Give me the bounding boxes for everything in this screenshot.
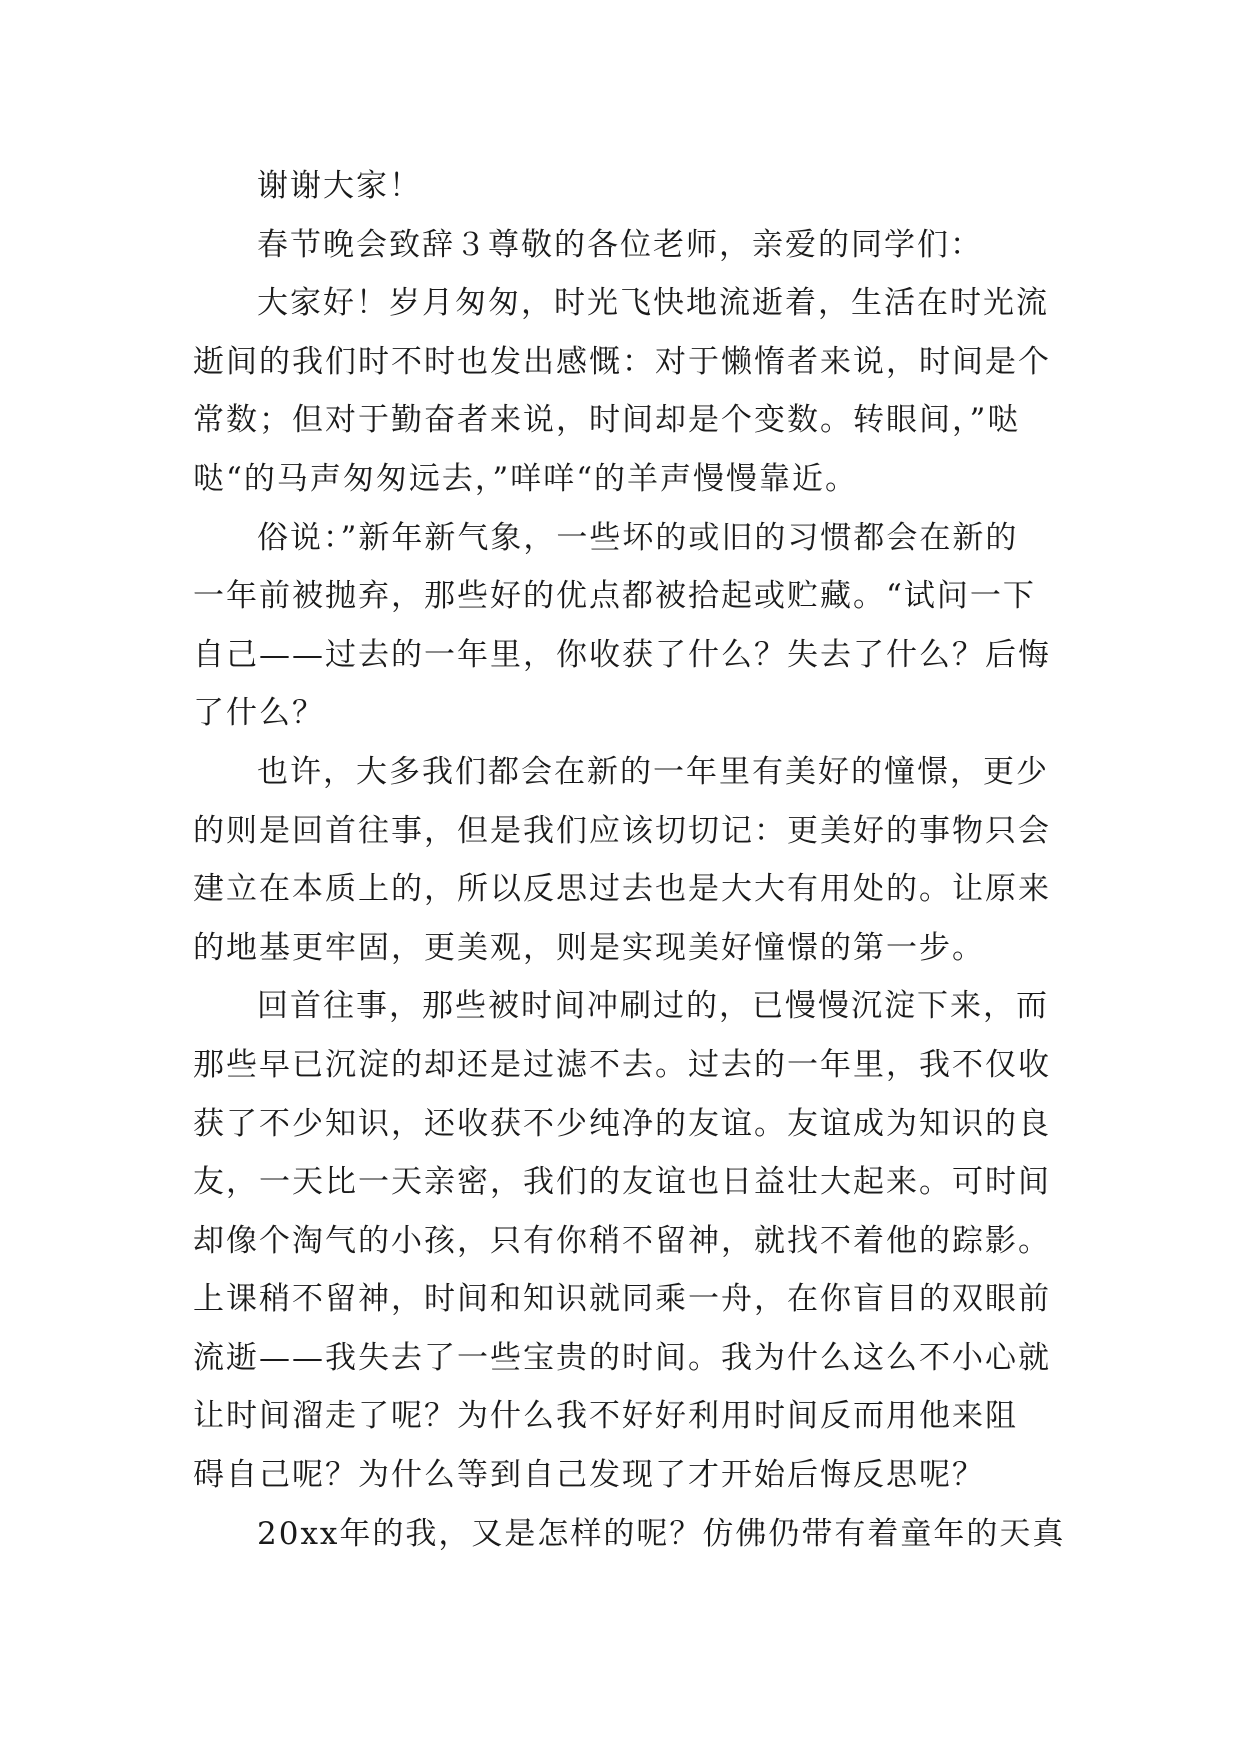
text-line: 也许，大多我们都会在新的一年里有美好的憧憬，更少: [257, 753, 1049, 790]
text-line: 友，一天比一天亲密，我们的友谊也日益壮大起来。可时间: [193, 1164, 1051, 1201]
text-line: 上课稍不留神，时间和知识就同乘一舟，在你盲目的双眼前: [193, 1281, 1051, 1318]
text-line: 却像个淘气的小孩，只有你稍不留神，就找不着他的踪影。: [193, 1222, 1051, 1259]
text-line: 哒“的马声匆匆远去，”咩咩“的羊声慢慢靠近。: [193, 460, 859, 497]
text-line: 那些早已沉淀的却还是过滤不去。过去的一年里，我不仅收: [193, 1046, 1051, 1083]
text-line: 获了不少知识，还收获不少纯净的友谊。友谊成为知识的良: [193, 1105, 1051, 1142]
text-line: 谢谢大家！: [257, 168, 422, 204]
text-line: 自己——过去的一年里，你收获了什么？失去了什么？后悔: [193, 636, 1051, 673]
text-line: 的则是回首往事，但是我们应该切切记：更美好的事物只会: [193, 812, 1051, 849]
text-line: 碍自己呢？为什么等到自己发现了才开始后悔反思呢？: [193, 1457, 985, 1494]
text-line: 常数；但对于勤奋者来说，时间却是个变数。转眼间，”哒: [193, 402, 1021, 439]
text-line: 的地基更牢固，更美观，则是实现美好憧憬的第一步。: [193, 929, 985, 966]
text-line: 20xx年的我，又是怎样的呢？仿佛仍带有着童年的天真: [257, 1515, 1066, 1552]
text-line: 建立在本质上的，所以反思过去也是大大有用处的。让原来: [193, 871, 1051, 908]
text-line: 俗说：”新年新气象，一些坏的或旧的习惯都会在新的: [257, 519, 1019, 556]
document-body: [193, 157, 1073, 1563]
text-line: 大家好！岁月匆匆，时光飞快地流逝着，生活在时光流: [257, 285, 1049, 322]
text-line: 流逝——我失去了一些宝贵的时间。我为什么这么不小心就: [193, 1339, 1051, 1376]
text-line: 让时间溜走了呢？为什么我不好好利用时间反而用他来阻: [193, 1398, 1018, 1435]
text-line: 了什么？: [193, 695, 325, 732]
text-line: 一年前被抛弃，那些好的优点都被拾起或贮藏。“试问一下: [193, 578, 1036, 615]
text-line: 回首往事，那些被时间冲刷过的，已慢慢沉淀下来，而: [257, 988, 1049, 1025]
text-line: 春节晚会致辞３尊敬的各位老师，亲爱的同学们：: [257, 226, 983, 263]
text-line: 逝间的我们时不时也发出感慨：对于懒惰者来说，时间是个: [193, 343, 1051, 380]
